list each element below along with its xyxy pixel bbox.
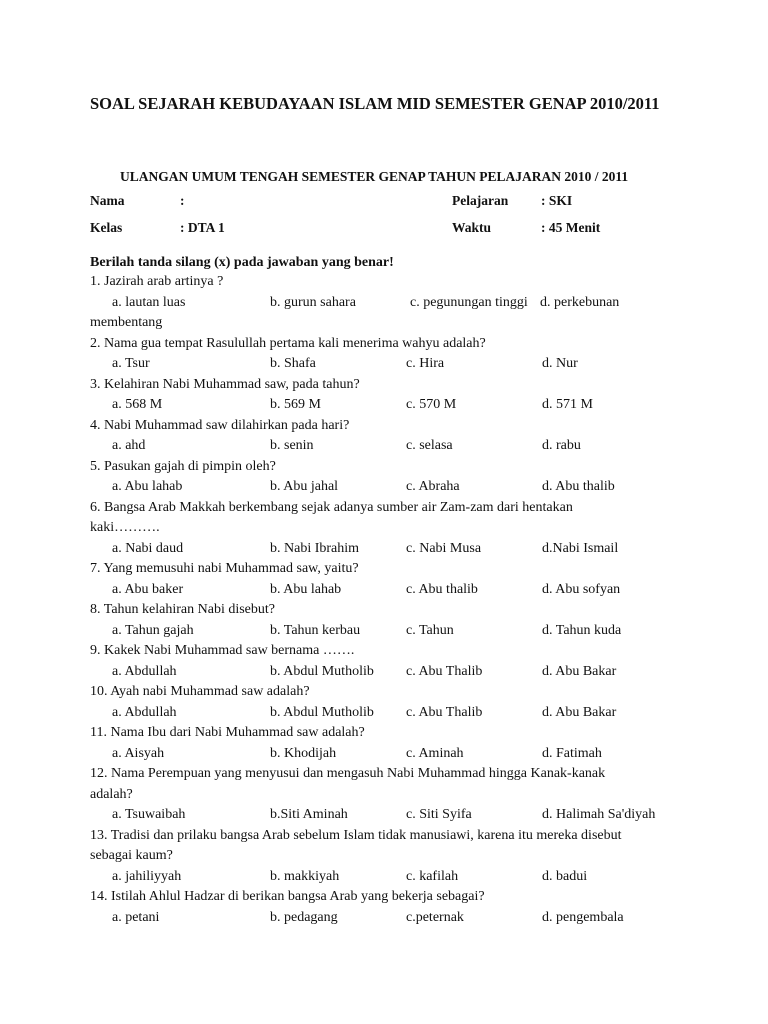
nama-label: Nama xyxy=(90,193,125,208)
option-a[interactable]: a. jahiliyyah xyxy=(112,868,182,884)
option-c[interactable]: c. Abraha xyxy=(406,479,460,494)
question-text: 10. Ayah nabi Muhammad saw adalah? xyxy=(90,684,310,699)
instruction: Berilah tanda silang (x) pada jawaban yang benar! xyxy=(90,255,394,270)
option-b[interactable]: b. Shafa xyxy=(270,356,316,371)
question-text-continued: sebagai kaum? xyxy=(90,848,173,863)
option-b[interactable]: b. senin xyxy=(270,438,314,453)
answer-options xyxy=(90,395,690,416)
option-c[interactable]: c. Abu Thalib xyxy=(406,704,483,720)
answer-options xyxy=(90,805,690,826)
answer-options xyxy=(90,867,690,888)
option-c[interactable]: c. 570 M xyxy=(406,397,457,412)
pelajaran-label: Pelajaran xyxy=(452,193,509,208)
option-a[interactable]: a. Aisyah xyxy=(112,745,165,761)
option-d[interactable]: d. pengembala xyxy=(542,909,624,925)
option-b[interactable]: b. gurun sahara xyxy=(270,294,356,310)
answer-options xyxy=(90,908,690,929)
document-title: SOAL SEJARAH KEBUDAYAAN ISLAM MID SEMESTER GENAP 2010/2011 xyxy=(90,94,660,113)
option-d[interactable]: d. perkebunan xyxy=(540,294,620,310)
question-text: 14. Istilah Ahlul Hadzar di berikan bangsa Arab yang bekerja sebagai? xyxy=(90,889,485,904)
question-text: 11. Nama Ibu dari Nabi Muhammad saw adalah? xyxy=(90,725,365,740)
question-text: 2. Nama gua tempat Rasulullah pertama kali menerima wahyu adalah? xyxy=(90,335,486,351)
option-d[interactable]: d. Halimah Sa'diyah xyxy=(542,807,656,822)
option-b[interactable]: b. Abdul Mutholib xyxy=(270,663,374,679)
option-b[interactable]: b. pedagang xyxy=(270,909,338,925)
kelas-value: : DTA 1 xyxy=(180,220,225,235)
option-a[interactable]: a. petani xyxy=(112,909,160,925)
waktu-value: : 45 Menit xyxy=(541,220,601,235)
option-c[interactable]: c. Abu Thalib xyxy=(406,663,483,679)
option-d[interactable]: d. Fatimah xyxy=(542,745,602,761)
option-a[interactable]: a. Tsuwaibah xyxy=(112,807,186,822)
option-d[interactable]: d. Abu Bakar xyxy=(542,704,617,720)
answer-options xyxy=(90,580,690,601)
option-a[interactable]: a. Abdullah xyxy=(112,704,177,720)
option-b[interactable]: b. Abu jahal xyxy=(270,479,339,494)
option-d[interactable]: d. Nur xyxy=(542,356,578,371)
option-b[interactable]: b. makkiyah xyxy=(270,868,340,884)
option-c[interactable]: c. Hira xyxy=(406,356,445,371)
option-b[interactable]: b. Nabi Ibrahim xyxy=(270,540,360,556)
option-c[interactable]: c. pegunungan tinggi xyxy=(410,294,528,310)
option-c[interactable]: c. Aminah xyxy=(406,745,464,761)
option-d[interactable]: d. 571 M xyxy=(542,397,593,412)
question-text: 13. Tradisi dan prilaku bangsa Arab sebelum Islam tidak manusiawi, karena itu mereka disebut xyxy=(90,827,622,843)
option-b[interactable]: b. 569 M xyxy=(270,397,321,412)
question-list xyxy=(90,272,690,928)
option-d[interactable]: d. rabu xyxy=(542,438,581,453)
answer-options xyxy=(90,662,690,683)
option-continuation: membentang xyxy=(90,315,163,330)
question-text: 4. Nabi Muhammad saw dilahirkan pada hari? xyxy=(90,417,350,433)
option-b[interactable]: b. Tahun kerbau xyxy=(270,622,361,638)
option-d[interactable]: d. Abu Bakar xyxy=(542,663,617,679)
option-d[interactable]: d.Nabi Ismail xyxy=(542,540,619,556)
option-c[interactable]: c. kafilah xyxy=(406,868,459,884)
option-a[interactable]: a. Abdullah xyxy=(112,663,177,679)
option-a[interactable]: a. Tahun gajah xyxy=(112,622,194,638)
option-d[interactable]: d. badui xyxy=(542,868,588,884)
question-text: 1. Jazirah arab artinya ? xyxy=(90,274,224,289)
answer-options xyxy=(90,354,690,375)
option-a[interactable]: a. ahd xyxy=(112,438,146,453)
option-c[interactable]: c. Nabi Musa xyxy=(406,540,482,556)
option-b[interactable]: b. Abdul Mutholib xyxy=(270,704,374,720)
option-b[interactable]: b. Khodijah xyxy=(270,745,337,761)
option-a[interactable]: a. Abu baker xyxy=(112,581,184,597)
answer-options xyxy=(90,293,690,314)
answer-options xyxy=(90,703,690,724)
question-text-continued: adalah? xyxy=(90,786,133,802)
pelajaran-value: : SKI xyxy=(541,193,573,208)
exam-subtitle: ULANGAN UMUM TENGAH SEMESTER GENAP TAHUN PELAJARAN 2010 / 2011 xyxy=(120,169,629,184)
question-text: 6. Bangsa Arab Makkah berkembang sejak adanya sumber air Zam-zam dari hentakan xyxy=(90,499,573,515)
question-text: 12. Nama Perempuan yang menyusui dan mengasuh Nabi Muhammad hingga Kanak-kanak xyxy=(90,766,606,781)
option-d[interactable]: d. Tahun kuda xyxy=(542,622,622,638)
question-text: 5. Pasukan gajah di pimpin oleh? xyxy=(90,458,276,474)
question-text: 7. Yang memusuhi nabi Muhammad saw, yaitu? xyxy=(90,561,359,576)
option-d[interactable]: d. Abu sofyan xyxy=(542,581,621,597)
option-c[interactable]: c. Siti Syifa xyxy=(406,807,472,822)
option-a[interactable]: a. Nabi daud xyxy=(112,540,184,556)
option-c[interactable]: c. Tahun xyxy=(406,622,454,638)
answer-options xyxy=(90,744,690,765)
option-b[interactable]: b. Abu lahab xyxy=(270,581,342,597)
option-a[interactable]: a. Abu lahab xyxy=(112,479,183,494)
option-c[interactable]: c. selasa xyxy=(406,438,453,453)
option-a[interactable]: a. lautan luas xyxy=(112,294,186,310)
option-b[interactable]: b.Siti Aminah xyxy=(270,807,348,822)
question-text-continued: kaki………. xyxy=(90,520,160,535)
question-text: 9. Kakek Nabi Muhammad saw bernama ……. xyxy=(90,643,355,658)
nama-value: : xyxy=(180,193,185,208)
answer-options xyxy=(90,436,690,457)
option-a[interactable]: a. 568 M xyxy=(112,397,163,412)
kelas-label: Kelas xyxy=(90,220,123,235)
option-c[interactable]: c. Abu thalib xyxy=(406,581,478,597)
option-a[interactable]: a. Tsur xyxy=(112,356,150,371)
question-text: 3. Kelahiran Nabi Muhammad saw, pada tahun? xyxy=(90,376,360,392)
question-text: 8. Tahun kelahiran Nabi disebut? xyxy=(90,602,275,617)
option-d[interactable]: d. Abu thalib xyxy=(542,479,615,494)
answer-options xyxy=(90,621,690,642)
option-c[interactable]: c.peternak xyxy=(406,909,464,925)
answer-options xyxy=(90,539,690,560)
answer-options xyxy=(90,477,690,498)
waktu-label: Waktu xyxy=(452,220,492,235)
